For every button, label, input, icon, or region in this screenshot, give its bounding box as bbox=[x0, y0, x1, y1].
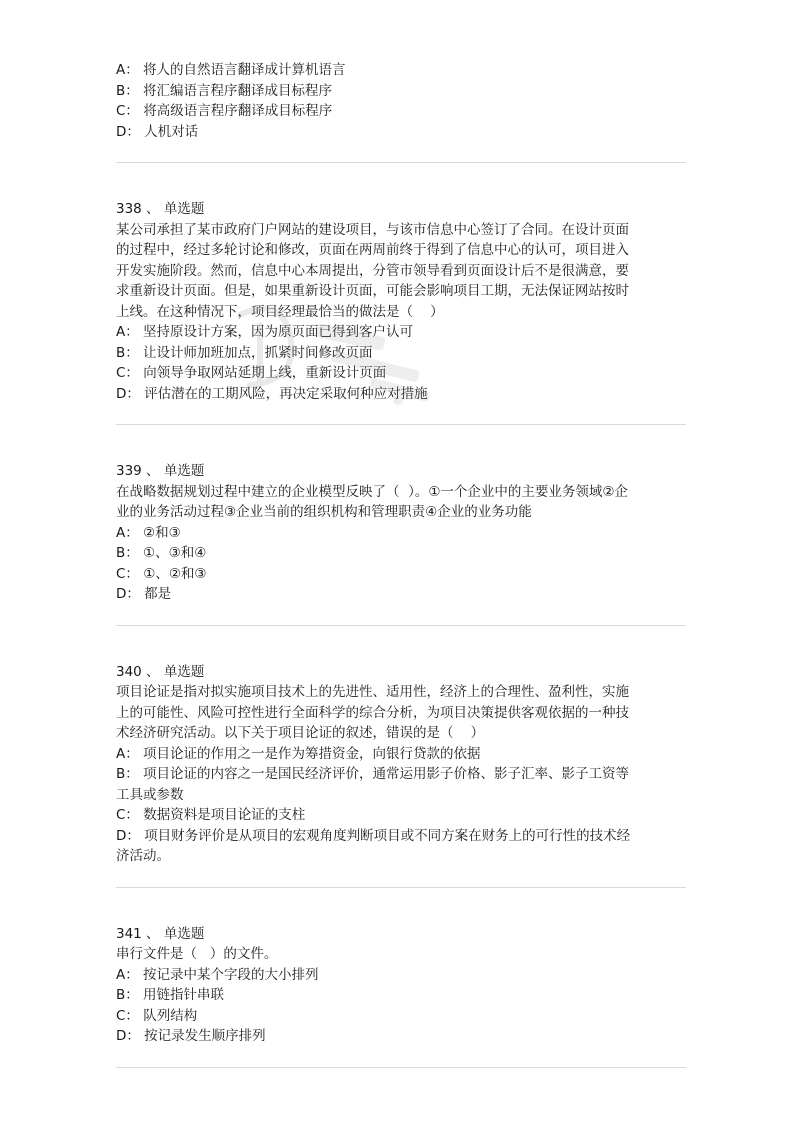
option-d: D： 评估潜在的工期风险，再决定采取何种应对措施 bbox=[116, 385, 428, 402]
question-header: 340 、 单选题 bbox=[116, 663, 205, 680]
question-stem-line: 求重新设计页面。但是，如果重新设计页面，可能会影响项目工期，无法保证网站按时 bbox=[116, 283, 629, 299]
option-b: B： 将汇编语言程序翻译成目标程序 bbox=[116, 82, 333, 99]
question-divider bbox=[116, 1067, 686, 1068]
option-d-continued: 济活动。 bbox=[116, 848, 170, 864]
option-b: B： 让设计师加班加点，抓紧时间修改页面 bbox=[116, 344, 373, 361]
option-c: C： 数据资料是项目论证的支柱 bbox=[116, 807, 306, 823]
question-stem-line: 业的业务活动过程③企业当前的组织机构和管理职责④企业的业务功能 bbox=[116, 504, 532, 520]
option-b: B： 项目论证的内容之一是国民经济评价，通常运用影子价格、影子汇率、影子工资等 bbox=[116, 766, 630, 782]
option-b: B： 用链指针串联 bbox=[116, 987, 225, 1003]
question-stem-line: 某公司承担了某市政府门户网站的建设项目，与该市信息中心签订了合同。在设计页面 bbox=[116, 221, 629, 238]
option-a: A： 按记录中某个字段的大小排列 bbox=[116, 966, 319, 983]
question-stem-line: 术经济研究活动。以下关于项目论证的叙述，错误的是（ ） bbox=[116, 725, 485, 741]
option-b-continued: 工具或参数 bbox=[116, 786, 184, 803]
question-stem-line: 串行文件是（ ）的文件。 bbox=[116, 946, 278, 962]
question-stem-line: 上线。在这种情况下，项目经理最恰当的做法是（ ） bbox=[116, 303, 444, 320]
option-c: C： 向领导争取网站延期上线，重新设计页面 bbox=[116, 365, 387, 381]
question-block bbox=[116, 662, 686, 867]
question-stem-line: 上的可能性、风险可控性进行全面科学的综合分析，为项目决策提供客观依据的一种技 bbox=[116, 704, 629, 721]
option-a: A： ②和③ bbox=[116, 524, 181, 541]
option-b: B： ①、③和④ bbox=[116, 545, 207, 561]
question-stem-line: 在战略数据规划过程中建立的企业模型反映了（ ）。①一个企业中的主要业务领域②企 bbox=[116, 483, 629, 500]
question-block bbox=[116, 199, 686, 404]
option-a: A： 坚持原设计方案，因为原页面已得到客户认可 bbox=[116, 324, 414, 340]
question-stem-line: 的过程中，经过多轮讨论和修改，页面在两周前终于得到了信息中心的认可，项目进入 bbox=[116, 242, 629, 258]
option-a: A： 项目论证的作用之一是作为筹措资金，向银行贷款的依据 bbox=[116, 745, 481, 762]
option-c: C： 队列结构 bbox=[116, 1007, 198, 1024]
prev-question-options bbox=[116, 60, 686, 142]
question-block bbox=[116, 924, 686, 1047]
question-header: 339 、 单选题 bbox=[116, 463, 205, 479]
option-d: D： 都是 bbox=[116, 586, 172, 602]
option-c: C： ①、②和③ bbox=[116, 565, 207, 582]
option-d: D： 按记录发生顺序排列 bbox=[116, 1028, 266, 1044]
question-block bbox=[116, 461, 686, 605]
question-header: 341 、 单选题 bbox=[116, 925, 205, 942]
option-d: D： 项目财务评价是从项目的宏观角度判断项目或不同方案在财务上的可行性的技术经 bbox=[116, 827, 631, 844]
option-c: C： 将高级语言程序翻译成目标程序 bbox=[116, 103, 333, 119]
question-header: 338 、 单选题 bbox=[116, 201, 205, 217]
option-a: A： 将人的自然语言翻译成计算机语言 bbox=[116, 62, 346, 78]
option-d: D： 人机对话 bbox=[116, 123, 199, 140]
document-page bbox=[116, 60, 686, 1068]
question-stem-line: 项目论证是指对拟实施项目技术上的先进性、适用性，经济上的合理性、盈利性，实施 bbox=[116, 684, 629, 700]
question-stem-line: 开发实施阶段。然而，信息中心本周提出，分管市领导看到页面设计后不是很满意，要 bbox=[116, 262, 629, 279]
